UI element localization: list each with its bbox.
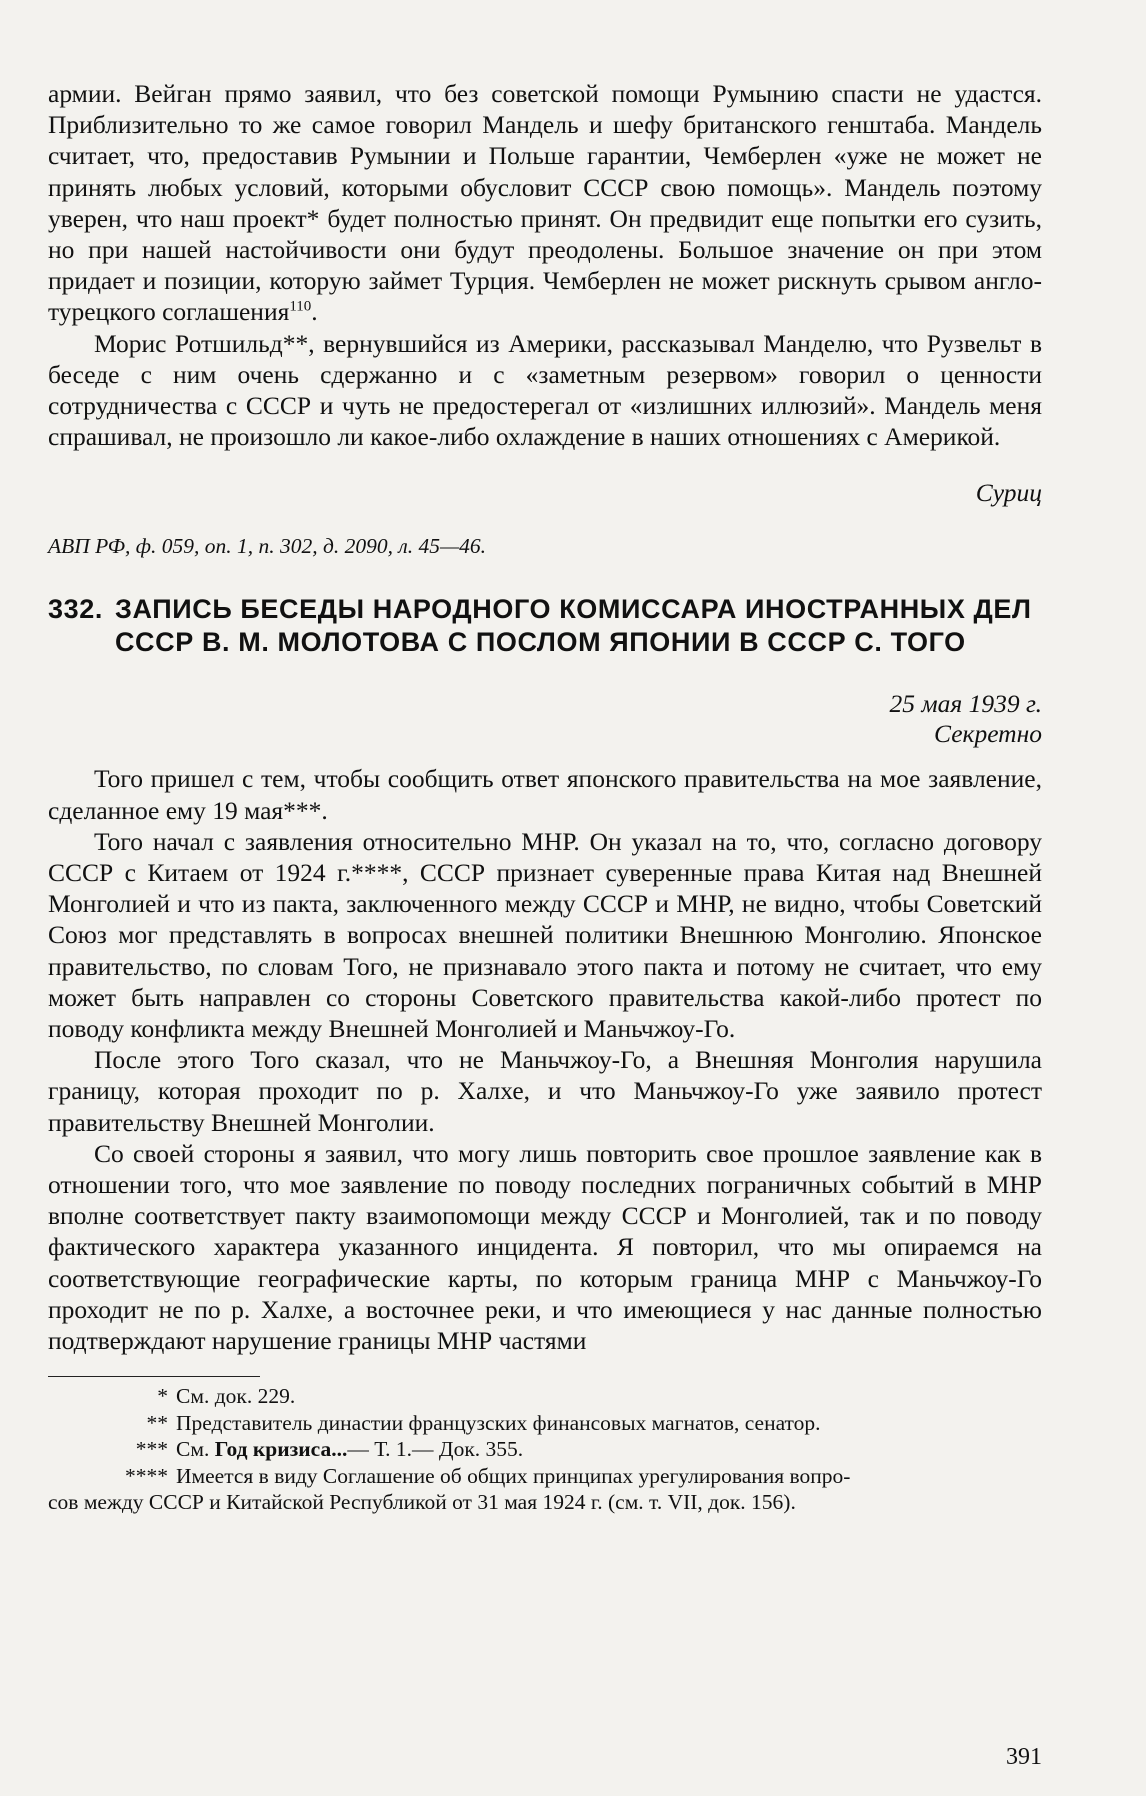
footnote-mark: *** [135,1437,168,1462]
footnote-text: Имеется в виду Соглашение об общих принципах урегулирования вопро- [176,1463,851,1488]
footnote [48,1410,1042,1437]
footnote [48,1436,1042,1463]
document-heading [48,593,1042,659]
footnote [48,1383,1042,1410]
document-classification: Секретно [934,719,1042,749]
footnote-mark: * [157,1384,168,1409]
document-title: ЗАПИСЬ БЕСЕДЫ НАРОДНОГО КОМИССАРА ИНОСТРАННЫХ ДЕЛ СССР В. М. МОЛОТОВА С ПОСЛОМ ЯПОНИИ В СССР С. ТОГО [114,594,1032,658]
footnote-text: См. док. 229. [176,1384,296,1409]
footnotes [48,1383,1042,1516]
archive-source: АВП РФ, ф. 059, оп. 1, п. 302, д. 2090, л. 45—46. [48,534,487,559]
footnote [48,1463,1042,1490]
footnote-continuation: сов между СССР и Китайской Республикой от 31 мая 1924 г. (см. т. VII, док. 156). [48,1490,796,1515]
body-paragraph: Со своей стороны я заявил, что могу лишь повторить свое прошлое заявление как в отношении того, что мое заявление по поводу последних пограничных событий в МНР вполне соответствует пакту взаимопомощи между СССР и Монголией, так и по поводу фактического характера указанного инцидента. Я повторил, что мы опираемся на соответствующие географические карты, по которым граница МНР с Маньчжоу-Го проходит не по р. Халхе, а восточнее реки, и что имеющиеся у нас данные полностью подтверждают нарушение границы МНР частями [48,1138,1042,1356]
footnote-mark: ** [146,1410,168,1435]
body-paragraph: После этого Того сказал, что не Маньчжоу-Го, а Внешняя Монголия нарушила границу, которая проходит по р. Халхе, и что Маньчжоу-Го уже заявило протест правительству Внешней Монголии. [48,1045,1042,1137]
body-paragraph: Морис Ротшильд**, вернувшийся из Америки, рассказывал Манделю, что Рузвельт в беседе с ним очень сдержанно и с «заметным резервом» говорил о ценности сотрудничества с СССР и чуть не предостерегал от «излишних иллюзий». Мандель меня спрашивал, не произошло ли какое-либо охлаждение в наших отношениях с Америкой. [48,328,1042,452]
body-paragraph: армии. Вейган прямо заявил, что без советской помощи Румынию спасти не удастся. Приблизительно то же самое говорил Мандель и шефу британского генштаба. Мандель считает, что, предоставив Румынии и Польше гарантии, Чемберлен «уже не может не принять любых условий, которыми обусловит СССР свою помощь». Мандель поэтому уверен, что наш проект* будет полностью принят. Он предвидит еще попытки его сузить, но при нашей настойчивости они будут преодолены. Большое значение он при этом придает и позиции, которую займет Турция. Чемберлен не может рискнуть срывом англо-турецкого соглашения$^{110}$. [48,79,1042,327]
page-number: 391 [1006,1744,1042,1770]
footnote-text: Представитель династии французских финансовых магнатов, сенатор. [176,1410,821,1435]
document-number: 332. [48,594,103,625]
body-paragraph: Того пришел с тем, чтобы сообщить ответ японского правительства на мое заявление, сделанное ему 19 мая***. [48,764,1042,825]
document-meta [48,689,1042,749]
signature: Суриц [975,478,1042,508]
endnote-ref: 110 [289,298,312,315]
footnote-divider [48,1376,260,1377]
book-title: Год кризиса... [214,1437,348,1462]
body-paragraph: Того начал с заявления относительно МНР. Он указал на то, что, согласно договору СССР с Китаем от 1924 г.****, СССР признает суверенные права Китая над Внешней Монголией и что из пакта, заключенного между СССР и МНР, не видно, чтобы Советский Союз мог представлять в вопросах внешней политики Внешнюю Монголию. Японское правительство, по словам Того, не признавало этого пакта и потому не считает, что ему может быть направлен со стороны Советского правительства какой-либо протест по поводу конфликта между Внешней Монголией и Маньчжоу-Го. [48,826,1042,1044]
document-date: 25 мая 1939 г. [889,689,1042,719]
footnote-text: См. Год кризиса...— Т. 1.— Док. 355. [176,1437,524,1462]
footnote-mark: **** [125,1463,168,1488]
